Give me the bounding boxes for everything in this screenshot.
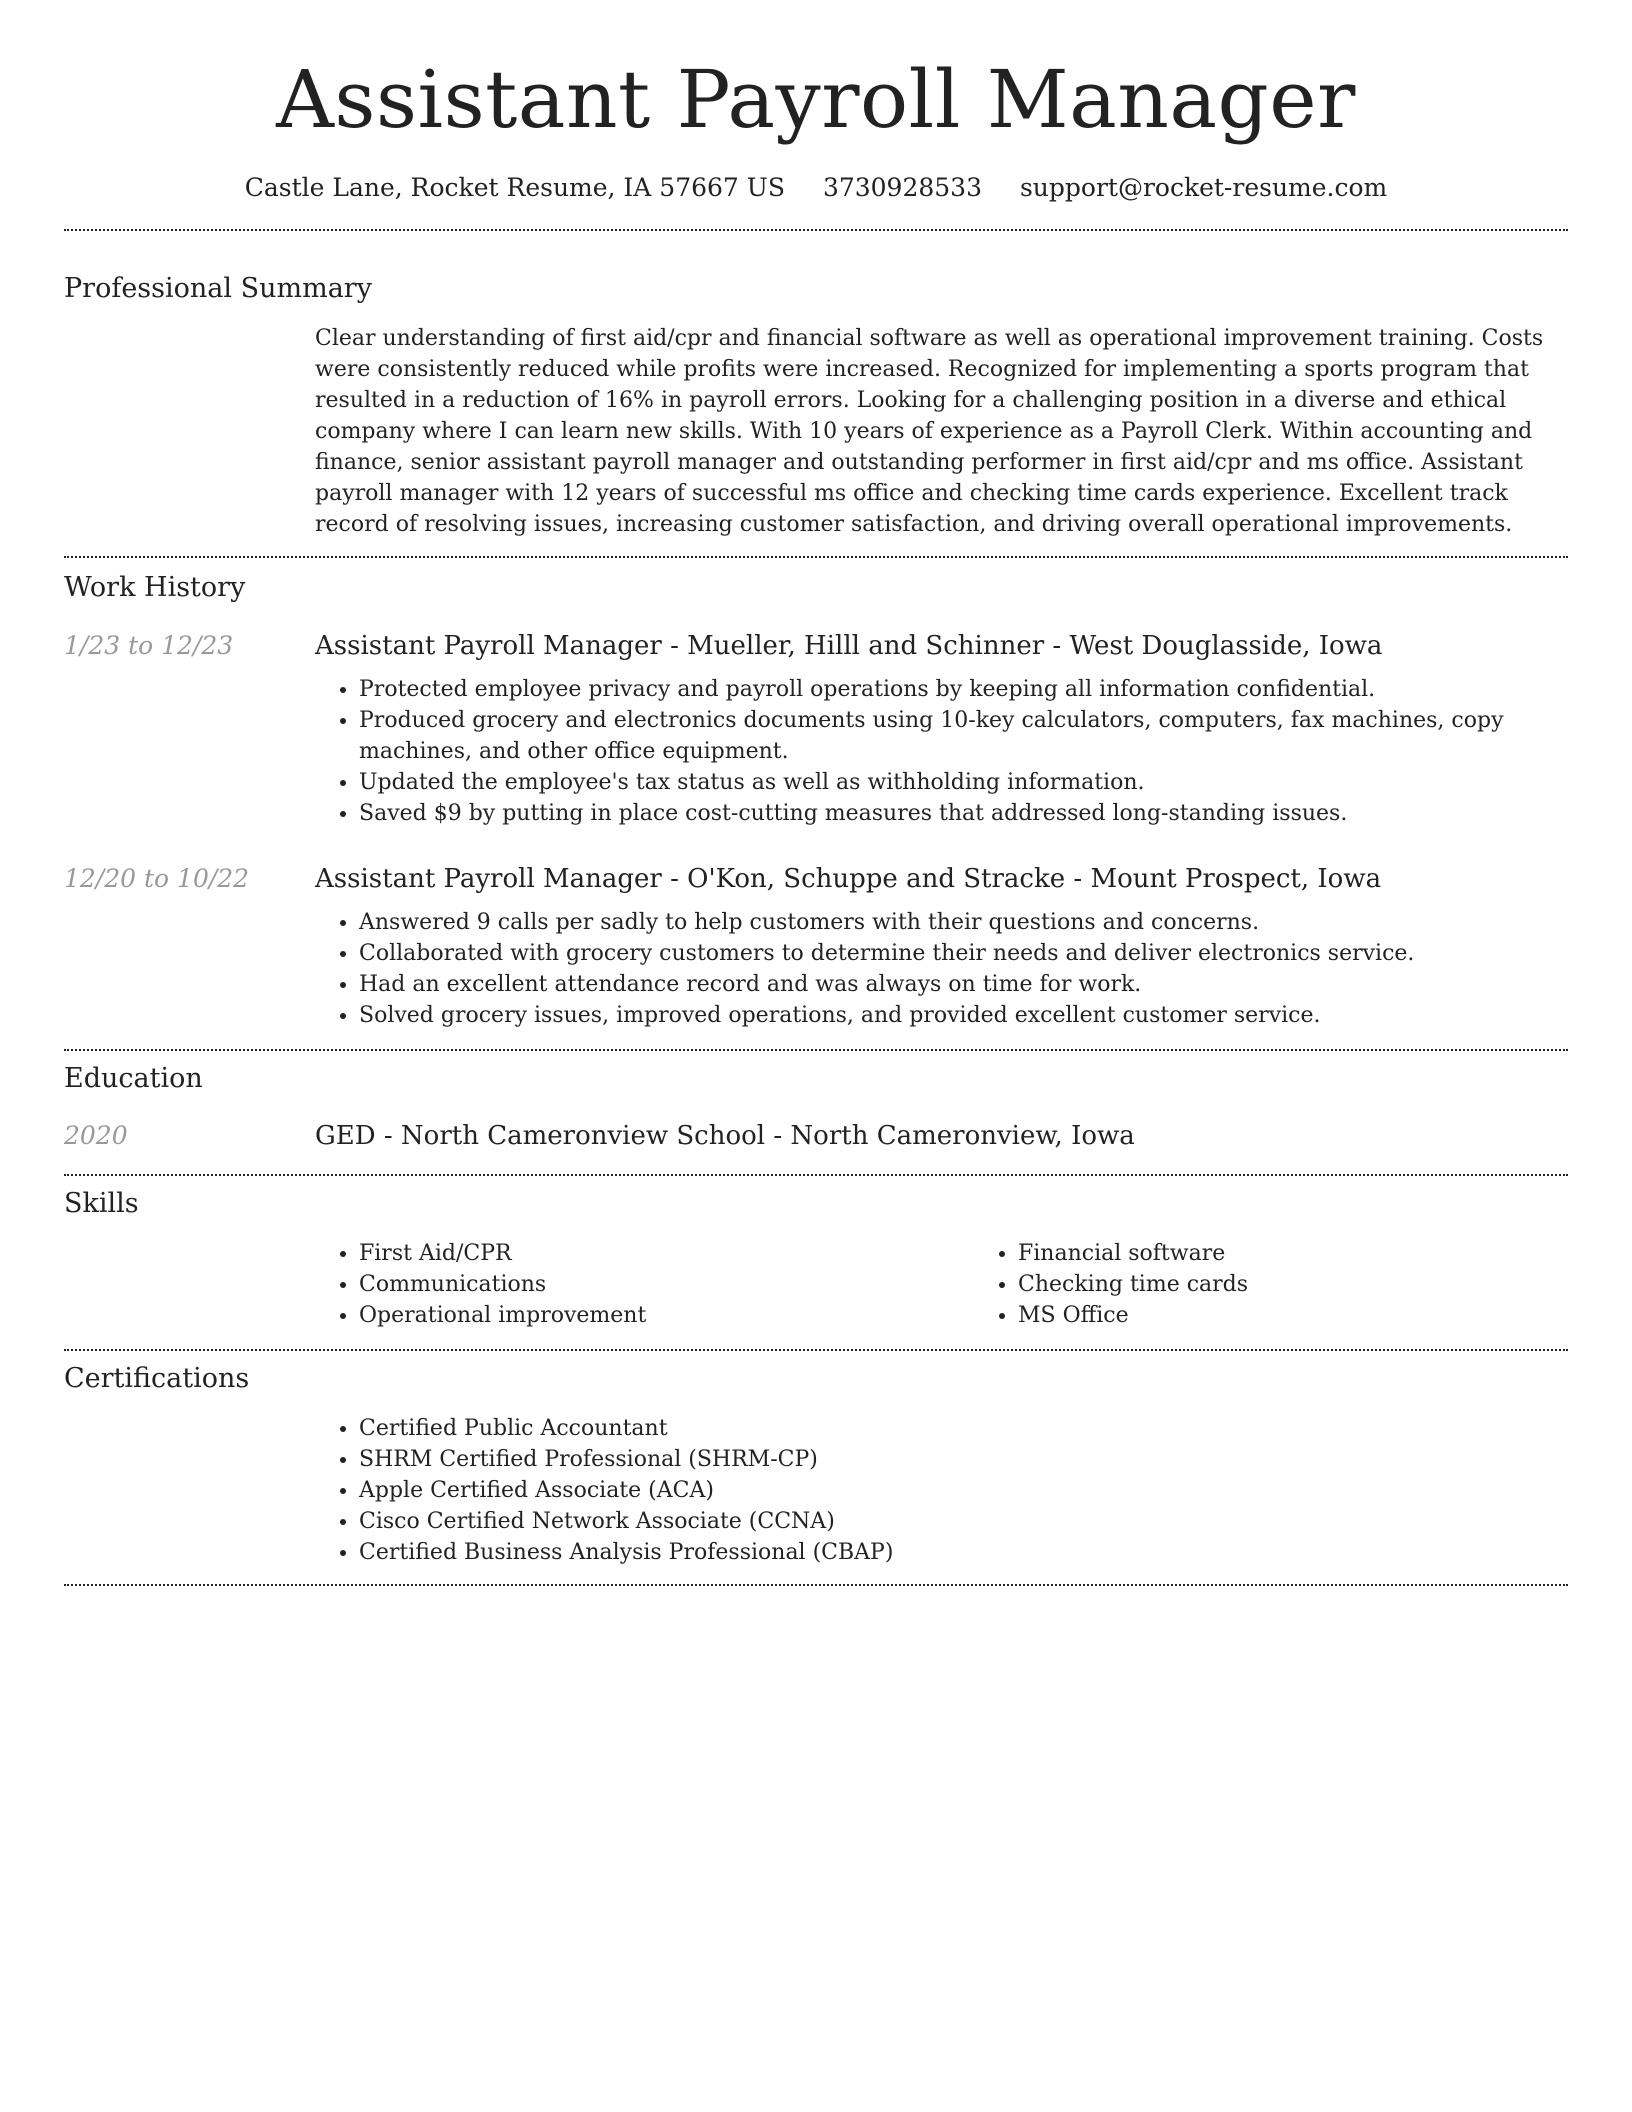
list-item: • Produced grocery and electronics documents using 10-key calculators, computers, fax machines, copy machines, and other office equipment. [359, 705, 1568, 767]
education-section [64, 1059, 1568, 1156]
section-title-certifications: Certifications [64, 1363, 250, 1394]
education-entry: GED - North Cameronview School - North Cameronview, Iowa [315, 1121, 1135, 1151]
contact-email: support@rocket-resume.com [1019, 173, 1388, 202]
resume-page [64, 0, 1568, 1586]
candidate-name: Assistant Payroll Manager [276, 53, 1356, 146]
job-bullets [315, 907, 1568, 1031]
contact-phone: 3730928533 [822, 173, 982, 202]
summary-section [64, 269, 1568, 540]
education-year: 2020 [64, 1121, 128, 1150]
list-item: • Solved grocery issues, improved operations, and provided excellent customer service. [359, 1000, 1568, 1031]
certification-item: • Certified Business Analysis Professional (CBAP) [359, 1537, 1568, 1568]
skills-list-right [974, 1238, 1632, 1331]
list-item: • Protected employee privacy and payroll operations by keeping all information confidential. [359, 674, 1568, 705]
contact-address: Castle Lane, Rocket Resume, IA 57667 US [244, 173, 785, 202]
list-item: • Answered 9 calls per sadly to help customers with their questions and concerns. [359, 907, 1568, 938]
work-section [64, 568, 1568, 1031]
divider [64, 1349, 1568, 1351]
divider [64, 556, 1568, 558]
skill-item: • Communications [359, 1269, 974, 1300]
section-title-work: Work History [64, 572, 246, 603]
skills-section [64, 1184, 1568, 1331]
job-entry [64, 626, 1568, 829]
job-heading: Assistant Payroll Manager - O'Kon, Schuppe and Stracke - Mount Prospect, Iowa [315, 864, 1382, 894]
job-dates: 12/20 to 10/22 [64, 864, 250, 893]
certification-item: • Certified Public Accountant [359, 1413, 1568, 1444]
certification-item: • Cisco Certified Network Associate (CCNA) [359, 1506, 1568, 1537]
divider [64, 1049, 1568, 1051]
list-item: • Had an excellent attendance record and was always on time for work. [359, 969, 1568, 1000]
skill-item: • Financial software [1018, 1238, 1632, 1269]
job-dates: 1/23 to 12/23 [64, 631, 234, 660]
certification-item: • Apple Certified Associate (ACA) [359, 1475, 1568, 1506]
divider [64, 1584, 1568, 1586]
job-entry [64, 859, 1568, 1031]
section-title-summary: Professional Summary [64, 273, 372, 304]
certifications-section [64, 1359, 1568, 1568]
summary-text: Clear understanding of first aid/cpr and financial software as well as operational improvement training. Costs were consistently reduced while profits were increased. Recognized for implementing a sports program that resulted in a reduction of 16% in payroll errors. Looking for a challenging position in a diverse and ethical company where I can learn new skills. With 10 years of experience as a Payroll Clerk. Within accounting and finance, senior assistant payroll manager and outstanding performer in first aid/cpr and ms office. Assistant payroll manager with 12 years of successful ms office and checking time cards experience. Excellent track record of resolving issues, increasing customer satisfaction, and driving overall operational improvements. [315, 326, 1544, 537]
skill-item: • MS Office [1018, 1300, 1632, 1331]
skills-list-left [315, 1238, 974, 1331]
divider [64, 229, 1568, 231]
section-title-skills: Skills [64, 1188, 139, 1219]
skill-item: • Checking time cards [1018, 1269, 1632, 1300]
list-item: • Saved $9 by putting in place cost-cutting measures that addressed long-standing issues. [359, 798, 1568, 829]
job-bullets [315, 674, 1568, 829]
contact-line [64, 168, 1568, 208]
certification-item: • SHRM Certified Professional (SHRM-CP) [359, 1444, 1568, 1475]
skill-item: • Operational improvement [359, 1300, 974, 1331]
list-item: • Updated the employee's tax status as well as withholding information. [359, 767, 1568, 798]
section-title-education: Education [64, 1063, 203, 1094]
skill-item: • First Aid/CPR [359, 1238, 974, 1269]
divider [64, 1174, 1568, 1176]
job-heading: Assistant Payroll Manager - Mueller, Hilll and Schinner - West Douglasside, Iowa [315, 631, 1383, 661]
list-item: • Collaborated with grocery customers to determine their needs and deliver electronics service. [359, 938, 1568, 969]
certifications-list [315, 1413, 1568, 1568]
